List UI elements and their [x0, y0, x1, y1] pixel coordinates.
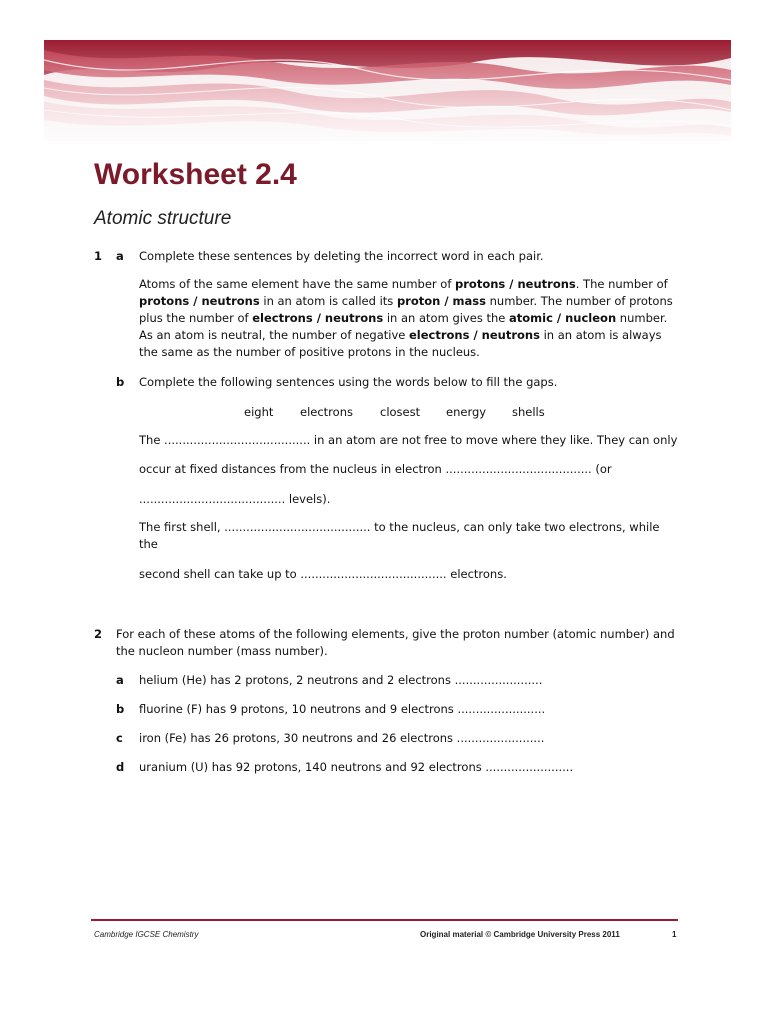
question-1a-instruction: Complete these sentences by deleting the incorrect word in each pair.: [139, 249, 544, 263]
word-bank-item: electrons: [300, 405, 353, 419]
question-2-number: 2: [94, 627, 103, 641]
gap-fill-line[interactable]: ........................................ levels).: [139, 492, 331, 506]
gap-fill-line[interactable]: The ........................................ in an atom are not free to move where they like. They can only: [139, 433, 678, 447]
word-pair-3[interactable]: proton / mass: [396, 294, 486, 308]
question-1a-paragraph: Atoms of the same element have the same number of protons / neutrons. The number of protons / neutrons in an atom is called its proton / mass number. The number of protons plus the number of electrons / neutrons in an atom gives the atomic / nucleon number. As an atom is neutral, the number of negative electrons / neutrons in an atom is always the same as the number of positive protons in the nucleus.: [139, 277, 673, 359]
worksheet-subtitle: Atomic structure: [94, 208, 232, 229]
word-bank-item: eight: [244, 405, 274, 419]
gap-fill-line[interactable]: second shell can take up to ........................................ electrons.: [139, 567, 507, 581]
word-bank-item: closest: [380, 405, 421, 419]
word-bank-item: shells: [512, 405, 545, 419]
question-2c-text[interactable]: iron (Fe) has 26 protons, 30 neutrons and 26 electrons ........................: [139, 731, 545, 745]
question-2d-letter: d: [116, 760, 125, 774]
question-2a-letter: a: [116, 673, 124, 687]
question-1b-instruction: Complete the following sentences using the words below to fill the gaps.: [139, 375, 558, 389]
word-pair-1[interactable]: protons / neutrons: [455, 277, 576, 291]
word-bank-item: energy: [446, 405, 487, 419]
gap-fill-line[interactable]: The first shell, ........................................ to the nucleus, can only take two electrons, while the: [139, 520, 660, 551]
question-2b-letter: b: [116, 702, 125, 716]
footer-divider: [91, 919, 678, 921]
question-1-number: 1: [94, 249, 103, 263]
question-2a-text[interactable]: helium (He) has 2 protons, 2 neutrons and 2 electrons ........................: [139, 673, 543, 687]
word-pair-5[interactable]: atomic / nucleon: [509, 311, 617, 325]
question-1a-letter: a: [116, 249, 124, 263]
question-2-instruction: For each of these atoms of the following elements, give the proton number (atomic number) and the nucleon number (mass number).: [116, 627, 675, 658]
word-pair-6[interactable]: electrons / neutrons: [409, 328, 540, 342]
question-2b-text[interactable]: fluorine (F) has 9 protons, 10 neutrons and 9 electrons ........................: [139, 702, 546, 716]
footer-course-name: Cambridge IGCSE Chemistry: [94, 930, 199, 939]
word-pair-4[interactable]: electrons / neutrons: [252, 311, 384, 325]
question-2d-text[interactable]: uranium (U) has 92 protons, 140 neutrons and 92 electrons ........................: [139, 760, 574, 774]
footer-copyright: Original material © Cambridge University Press 2011: [420, 930, 620, 939]
footer-page-number: 1: [672, 930, 677, 939]
question-1b-letter: b: [116, 375, 125, 389]
question-2c-letter: c: [116, 731, 123, 745]
gap-fill-line[interactable]: occur at fixed distances from the nucleus in electron ........................................ (or: [139, 462, 612, 476]
worksheet-title: Worksheet 2.4: [94, 158, 297, 191]
header-banner: [44, 40, 731, 141]
word-pair-2[interactable]: protons / neutrons: [139, 294, 260, 308]
wave-banner-graphic: [44, 40, 731, 141]
